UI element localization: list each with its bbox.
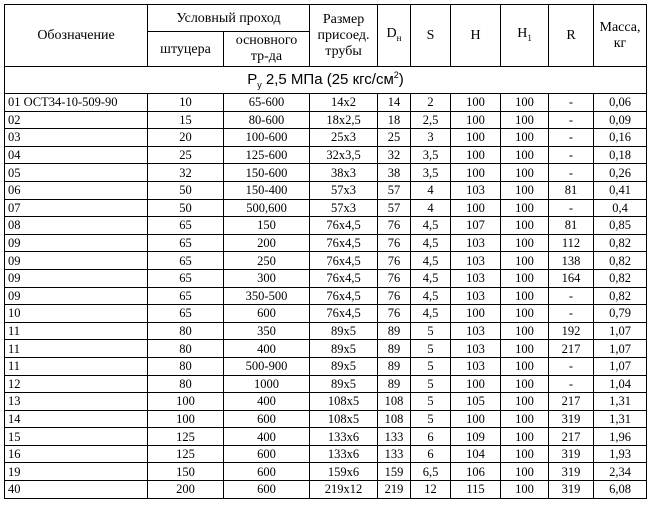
table-row: [5, 340, 647, 358]
cell-main: 150: [224, 217, 310, 235]
cell-fitting: 150: [148, 463, 224, 481]
cell-fitting: 65: [148, 269, 224, 287]
cell-pipe: 25x3: [310, 129, 378, 147]
table-body: [5, 67, 647, 499]
cell-h: 107: [451, 217, 501, 235]
cell-mass: 1,04: [594, 375, 647, 393]
cell-mass: 0,82: [594, 234, 647, 252]
table-row: [5, 199, 647, 217]
cell-h: 100: [451, 146, 501, 164]
cell-r: 112: [549, 234, 594, 252]
cell-r: 319: [549, 410, 594, 428]
cell-dn: 18: [378, 111, 411, 129]
cell-main: 300: [224, 269, 310, 287]
cell-main: 500-900: [224, 357, 310, 375]
cell-h1: 100: [501, 357, 549, 375]
cell-fitting: 50: [148, 181, 224, 199]
cell-s: 6,5: [411, 463, 451, 481]
cell-r: 319: [549, 445, 594, 463]
cell-main: 80-600: [224, 111, 310, 129]
cell-mass: 0,82: [594, 269, 647, 287]
cell-dn: 57: [378, 199, 411, 217]
cell-r: -: [549, 129, 594, 147]
cell-main: 100-600: [224, 129, 310, 147]
cell-fitting: 65: [148, 252, 224, 270]
table-row: [5, 111, 647, 129]
cell-r: -: [549, 164, 594, 182]
cell-fitting: 80: [148, 322, 224, 340]
cell-designation: 07: [5, 199, 148, 217]
cell-main: 600: [224, 305, 310, 323]
cell-h1: 100: [501, 269, 549, 287]
cell-main: 250: [224, 252, 310, 270]
cell-s: 4,5: [411, 305, 451, 323]
table-row: [5, 146, 647, 164]
cell-h1: 100: [501, 217, 549, 235]
cell-pipe: 57x3: [310, 181, 378, 199]
cell-designation: 01 ОСТ34-10-509-90: [5, 94, 148, 112]
cell-pipe: 18x2,5: [310, 111, 378, 129]
cell-h1: 100: [501, 481, 549, 499]
header-pipe-size: Размер присоед. трубы: [310, 5, 378, 67]
spec-table: [4, 4, 647, 499]
cell-h: 100: [451, 164, 501, 182]
cell-designation: 13: [5, 393, 148, 411]
cell-mass: 0,26: [594, 164, 647, 182]
cell-h: 115: [451, 481, 501, 499]
cell-h1: 100: [501, 234, 549, 252]
cell-fitting: 65: [148, 234, 224, 252]
table-row: [5, 181, 647, 199]
cell-pipe: 133x6: [310, 445, 378, 463]
table-row: [5, 322, 647, 340]
cell-fitting: 50: [148, 199, 224, 217]
cell-s: 4,5: [411, 287, 451, 305]
cell-main: 350-500: [224, 287, 310, 305]
cell-pipe: 76x4,5: [310, 252, 378, 270]
header-h1: $H_1$: [501, 5, 549, 67]
cell-designation: 09: [5, 252, 148, 270]
cell-dn: 89: [378, 340, 411, 358]
cell-designation: 08: [5, 217, 148, 235]
cell-h1: 100: [501, 340, 549, 358]
cell-designation: 09: [5, 269, 148, 287]
cell-s: 4: [411, 199, 451, 217]
cell-h: 103: [451, 252, 501, 270]
cell-fitting: 80: [148, 357, 224, 375]
cell-h1: 100: [501, 94, 549, 112]
cell-mass: 0,4: [594, 199, 647, 217]
cell-h1: 100: [501, 410, 549, 428]
cell-h1: 100: [501, 252, 549, 270]
cell-fitting: 80: [148, 340, 224, 358]
cell-r: 138: [549, 252, 594, 270]
cell-r: 217: [549, 340, 594, 358]
cell-designation: 40: [5, 481, 148, 499]
cell-designation: 04: [5, 146, 148, 164]
cell-pipe: 219x12: [310, 481, 378, 499]
cell-mass: 0,85: [594, 217, 647, 235]
header-r: R: [549, 5, 594, 67]
header-nominal-bore: Условный проход: [148, 5, 310, 32]
cell-pipe: 57x3: [310, 199, 378, 217]
cell-dn: 89: [378, 375, 411, 393]
cell-h: 109: [451, 428, 501, 446]
cell-dn: 159: [378, 463, 411, 481]
cell-main: 150-600: [224, 164, 310, 182]
cell-fitting: 20: [148, 129, 224, 147]
cell-mass: 2,34: [594, 463, 647, 481]
cell-dn: 57: [378, 181, 411, 199]
cell-mass: 0,16: [594, 129, 647, 147]
cell-h: 106: [451, 463, 501, 481]
cell-mass: 1,07: [594, 357, 647, 375]
cell-main: 200: [224, 234, 310, 252]
cell-fitting: 25: [148, 146, 224, 164]
cell-fitting: 32: [148, 164, 224, 182]
cell-h: 103: [451, 287, 501, 305]
cell-mass: 1,96: [594, 428, 647, 446]
cell-dn: 76: [378, 217, 411, 235]
cell-designation: 05: [5, 164, 148, 182]
cell-r: 217: [549, 428, 594, 446]
cell-fitting: 125: [148, 428, 224, 446]
cell-s: 4,5: [411, 234, 451, 252]
cell-dn: 76: [378, 269, 411, 287]
cell-fitting: 65: [148, 287, 224, 305]
cell-r: -: [549, 94, 594, 112]
cell-h1: 100: [501, 305, 549, 323]
cell-mass: 1,31: [594, 410, 647, 428]
cell-pipe: 76x4,5: [310, 269, 378, 287]
cell-h: 100: [451, 305, 501, 323]
cell-pipe: 14x2: [310, 94, 378, 112]
header-fitting: штуцера: [148, 32, 224, 67]
cell-main: 500,600: [224, 199, 310, 217]
cell-main: 600: [224, 410, 310, 428]
cell-h: 100: [451, 129, 501, 147]
cell-dn: 76: [378, 252, 411, 270]
cell-r: 217: [549, 393, 594, 411]
cell-mass: 1,07: [594, 322, 647, 340]
cell-h: 100: [451, 94, 501, 112]
table-row: [5, 269, 647, 287]
cell-mass: 0,82: [594, 287, 647, 305]
header-mass: Масса, кг: [594, 5, 647, 67]
cell-s: 4: [411, 181, 451, 199]
cell-s: 5: [411, 375, 451, 393]
table-row: [5, 393, 647, 411]
cell-r: 319: [549, 463, 594, 481]
header-designation: Обозначение: [5, 5, 148, 67]
cell-s: 2,5: [411, 111, 451, 129]
cell-s: 4,5: [411, 269, 451, 287]
cell-s: 12: [411, 481, 451, 499]
cell-s: 4,5: [411, 217, 451, 235]
cell-main: 400: [224, 340, 310, 358]
cell-pipe: 89x5: [310, 340, 378, 358]
cell-dn: 76: [378, 234, 411, 252]
cell-h: 105: [451, 393, 501, 411]
cell-s: 3: [411, 129, 451, 147]
cell-mass: 0,79: [594, 305, 647, 323]
cell-h: 103: [451, 322, 501, 340]
cell-mass: 0,82: [594, 252, 647, 270]
cell-designation: 11: [5, 357, 148, 375]
cell-fitting: 10: [148, 94, 224, 112]
cell-h1: 100: [501, 428, 549, 446]
cell-r: -: [549, 305, 594, 323]
cell-r: 164: [549, 269, 594, 287]
cell-mass: 0,09: [594, 111, 647, 129]
cell-h1: 100: [501, 181, 549, 199]
table-row: [5, 94, 647, 112]
cell-r: -: [549, 357, 594, 375]
cell-s: 5: [411, 410, 451, 428]
cell-fitting: 15: [148, 111, 224, 129]
cell-r: 81: [549, 217, 594, 235]
pressure-label: $P_у$ 2,5 МПа (25 кгс/$см^2$): [5, 67, 647, 94]
cell-pipe: 38x3: [310, 164, 378, 182]
cell-r: -: [549, 287, 594, 305]
cell-mass: 1,93: [594, 445, 647, 463]
table-row: [5, 234, 647, 252]
cell-dn: 25: [378, 129, 411, 147]
cell-h: 100: [451, 111, 501, 129]
cell-s: 5: [411, 357, 451, 375]
cell-dn: 219: [378, 481, 411, 499]
cell-h1: 100: [501, 463, 549, 481]
cell-main: 65-600: [224, 94, 310, 112]
cell-pipe: 76x4,5: [310, 217, 378, 235]
table-row: [5, 164, 647, 182]
cell-dn: 38: [378, 164, 411, 182]
cell-dn: 76: [378, 287, 411, 305]
cell-r: -: [549, 111, 594, 129]
cell-mass: 0,18: [594, 146, 647, 164]
table-row: [5, 305, 647, 323]
table-row: [5, 428, 647, 446]
cell-main: 400: [224, 428, 310, 446]
pressure-row: [5, 67, 647, 94]
table-row: [5, 252, 647, 270]
cell-fitting: 65: [148, 217, 224, 235]
cell-h1: 100: [501, 445, 549, 463]
table-row: [5, 445, 647, 463]
cell-main: 125-600: [224, 146, 310, 164]
table-row: [5, 287, 647, 305]
cell-designation: 12: [5, 375, 148, 393]
cell-designation: 02: [5, 111, 148, 129]
cell-designation: 19: [5, 463, 148, 481]
cell-s: 5: [411, 393, 451, 411]
cell-mass: 0,06: [594, 94, 647, 112]
cell-designation: 09: [5, 234, 148, 252]
cell-r: 192: [549, 322, 594, 340]
cell-designation: 11: [5, 322, 148, 340]
cell-pipe: 133x6: [310, 428, 378, 446]
cell-main: 1000: [224, 375, 310, 393]
cell-main: 600: [224, 481, 310, 499]
cell-pipe: 76x4,5: [310, 234, 378, 252]
cell-dn: 133: [378, 445, 411, 463]
cell-fitting: 200: [148, 481, 224, 499]
cell-s: 5: [411, 322, 451, 340]
table-row: [5, 357, 647, 375]
cell-designation: 06: [5, 181, 148, 199]
cell-dn: 89: [378, 322, 411, 340]
cell-mass: 6,08: [594, 481, 647, 499]
table-row: [5, 463, 647, 481]
cell-pipe: 76x4,5: [310, 305, 378, 323]
cell-h: 100: [451, 410, 501, 428]
cell-dn: 32: [378, 146, 411, 164]
table-row: [5, 481, 647, 499]
cell-s: 2: [411, 94, 451, 112]
cell-h1: 100: [501, 129, 549, 147]
cell-fitting: 65: [148, 305, 224, 323]
cell-mass: 1,31: [594, 393, 647, 411]
cell-dn: 133: [378, 428, 411, 446]
cell-h1: 100: [501, 146, 549, 164]
cell-designation: 03: [5, 129, 148, 147]
header-h: H: [451, 5, 501, 67]
cell-pipe: 108x5: [310, 410, 378, 428]
cell-main: 600: [224, 445, 310, 463]
header-s: S: [411, 5, 451, 67]
cell-h1: 100: [501, 111, 549, 129]
cell-pipe: 76x4,5: [310, 287, 378, 305]
table-row: [5, 410, 647, 428]
cell-h: 103: [451, 234, 501, 252]
cell-dn: 108: [378, 410, 411, 428]
cell-dn: 108: [378, 393, 411, 411]
cell-designation: 10: [5, 305, 148, 323]
cell-h: 104: [451, 445, 501, 463]
cell-designation: 11: [5, 340, 148, 358]
cell-pipe: 159x6: [310, 463, 378, 481]
cell-s: 5: [411, 340, 451, 358]
cell-s: 6: [411, 428, 451, 446]
cell-r: -: [549, 146, 594, 164]
cell-fitting: 100: [148, 410, 224, 428]
cell-h: 103: [451, 357, 501, 375]
cell-s: 4,5: [411, 252, 451, 270]
cell-designation: 14: [5, 410, 148, 428]
cell-main: 600: [224, 463, 310, 481]
cell-s: 3,5: [411, 146, 451, 164]
header-dn: $D_н$: [378, 5, 411, 67]
table-row: [5, 217, 647, 235]
cell-h1: 100: [501, 287, 549, 305]
cell-main: 150-400: [224, 181, 310, 199]
cell-r: 319: [549, 481, 594, 499]
table-row: [5, 129, 647, 147]
cell-h1: 100: [501, 393, 549, 411]
cell-dn: 76: [378, 305, 411, 323]
cell-designation: 15: [5, 428, 148, 446]
cell-h: 103: [451, 269, 501, 287]
table-row: [5, 375, 647, 393]
cell-fitting: 80: [148, 375, 224, 393]
cell-h: 103: [451, 340, 501, 358]
cell-r: 81: [549, 181, 594, 199]
cell-mass: 0,41: [594, 181, 647, 199]
cell-pipe: 89x5: [310, 357, 378, 375]
cell-h1: 100: [501, 322, 549, 340]
cell-h: 100: [451, 375, 501, 393]
cell-designation: 16: [5, 445, 148, 463]
header-main-pipe: основного тр-да: [224, 32, 310, 67]
cell-main: 400: [224, 393, 310, 411]
cell-h1: 100: [501, 199, 549, 217]
cell-pipe: 108x5: [310, 393, 378, 411]
cell-designation: 09: [5, 287, 148, 305]
cell-fitting: 125: [148, 445, 224, 463]
cell-dn: 14: [378, 94, 411, 112]
cell-pipe: 32x3,5: [310, 146, 378, 164]
cell-h1: 100: [501, 375, 549, 393]
cell-r: -: [549, 375, 594, 393]
cell-s: 3,5: [411, 164, 451, 182]
cell-r: -: [549, 199, 594, 217]
cell-fitting: 100: [148, 393, 224, 411]
cell-pipe: 89x5: [310, 322, 378, 340]
cell-dn: 89: [378, 357, 411, 375]
cell-mass: 1,07: [594, 340, 647, 358]
cell-pipe: 89x5: [310, 375, 378, 393]
cell-s: 6: [411, 445, 451, 463]
cell-h: 100: [451, 199, 501, 217]
cell-h: 103: [451, 181, 501, 199]
cell-h1: 100: [501, 164, 549, 182]
cell-main: 350: [224, 322, 310, 340]
